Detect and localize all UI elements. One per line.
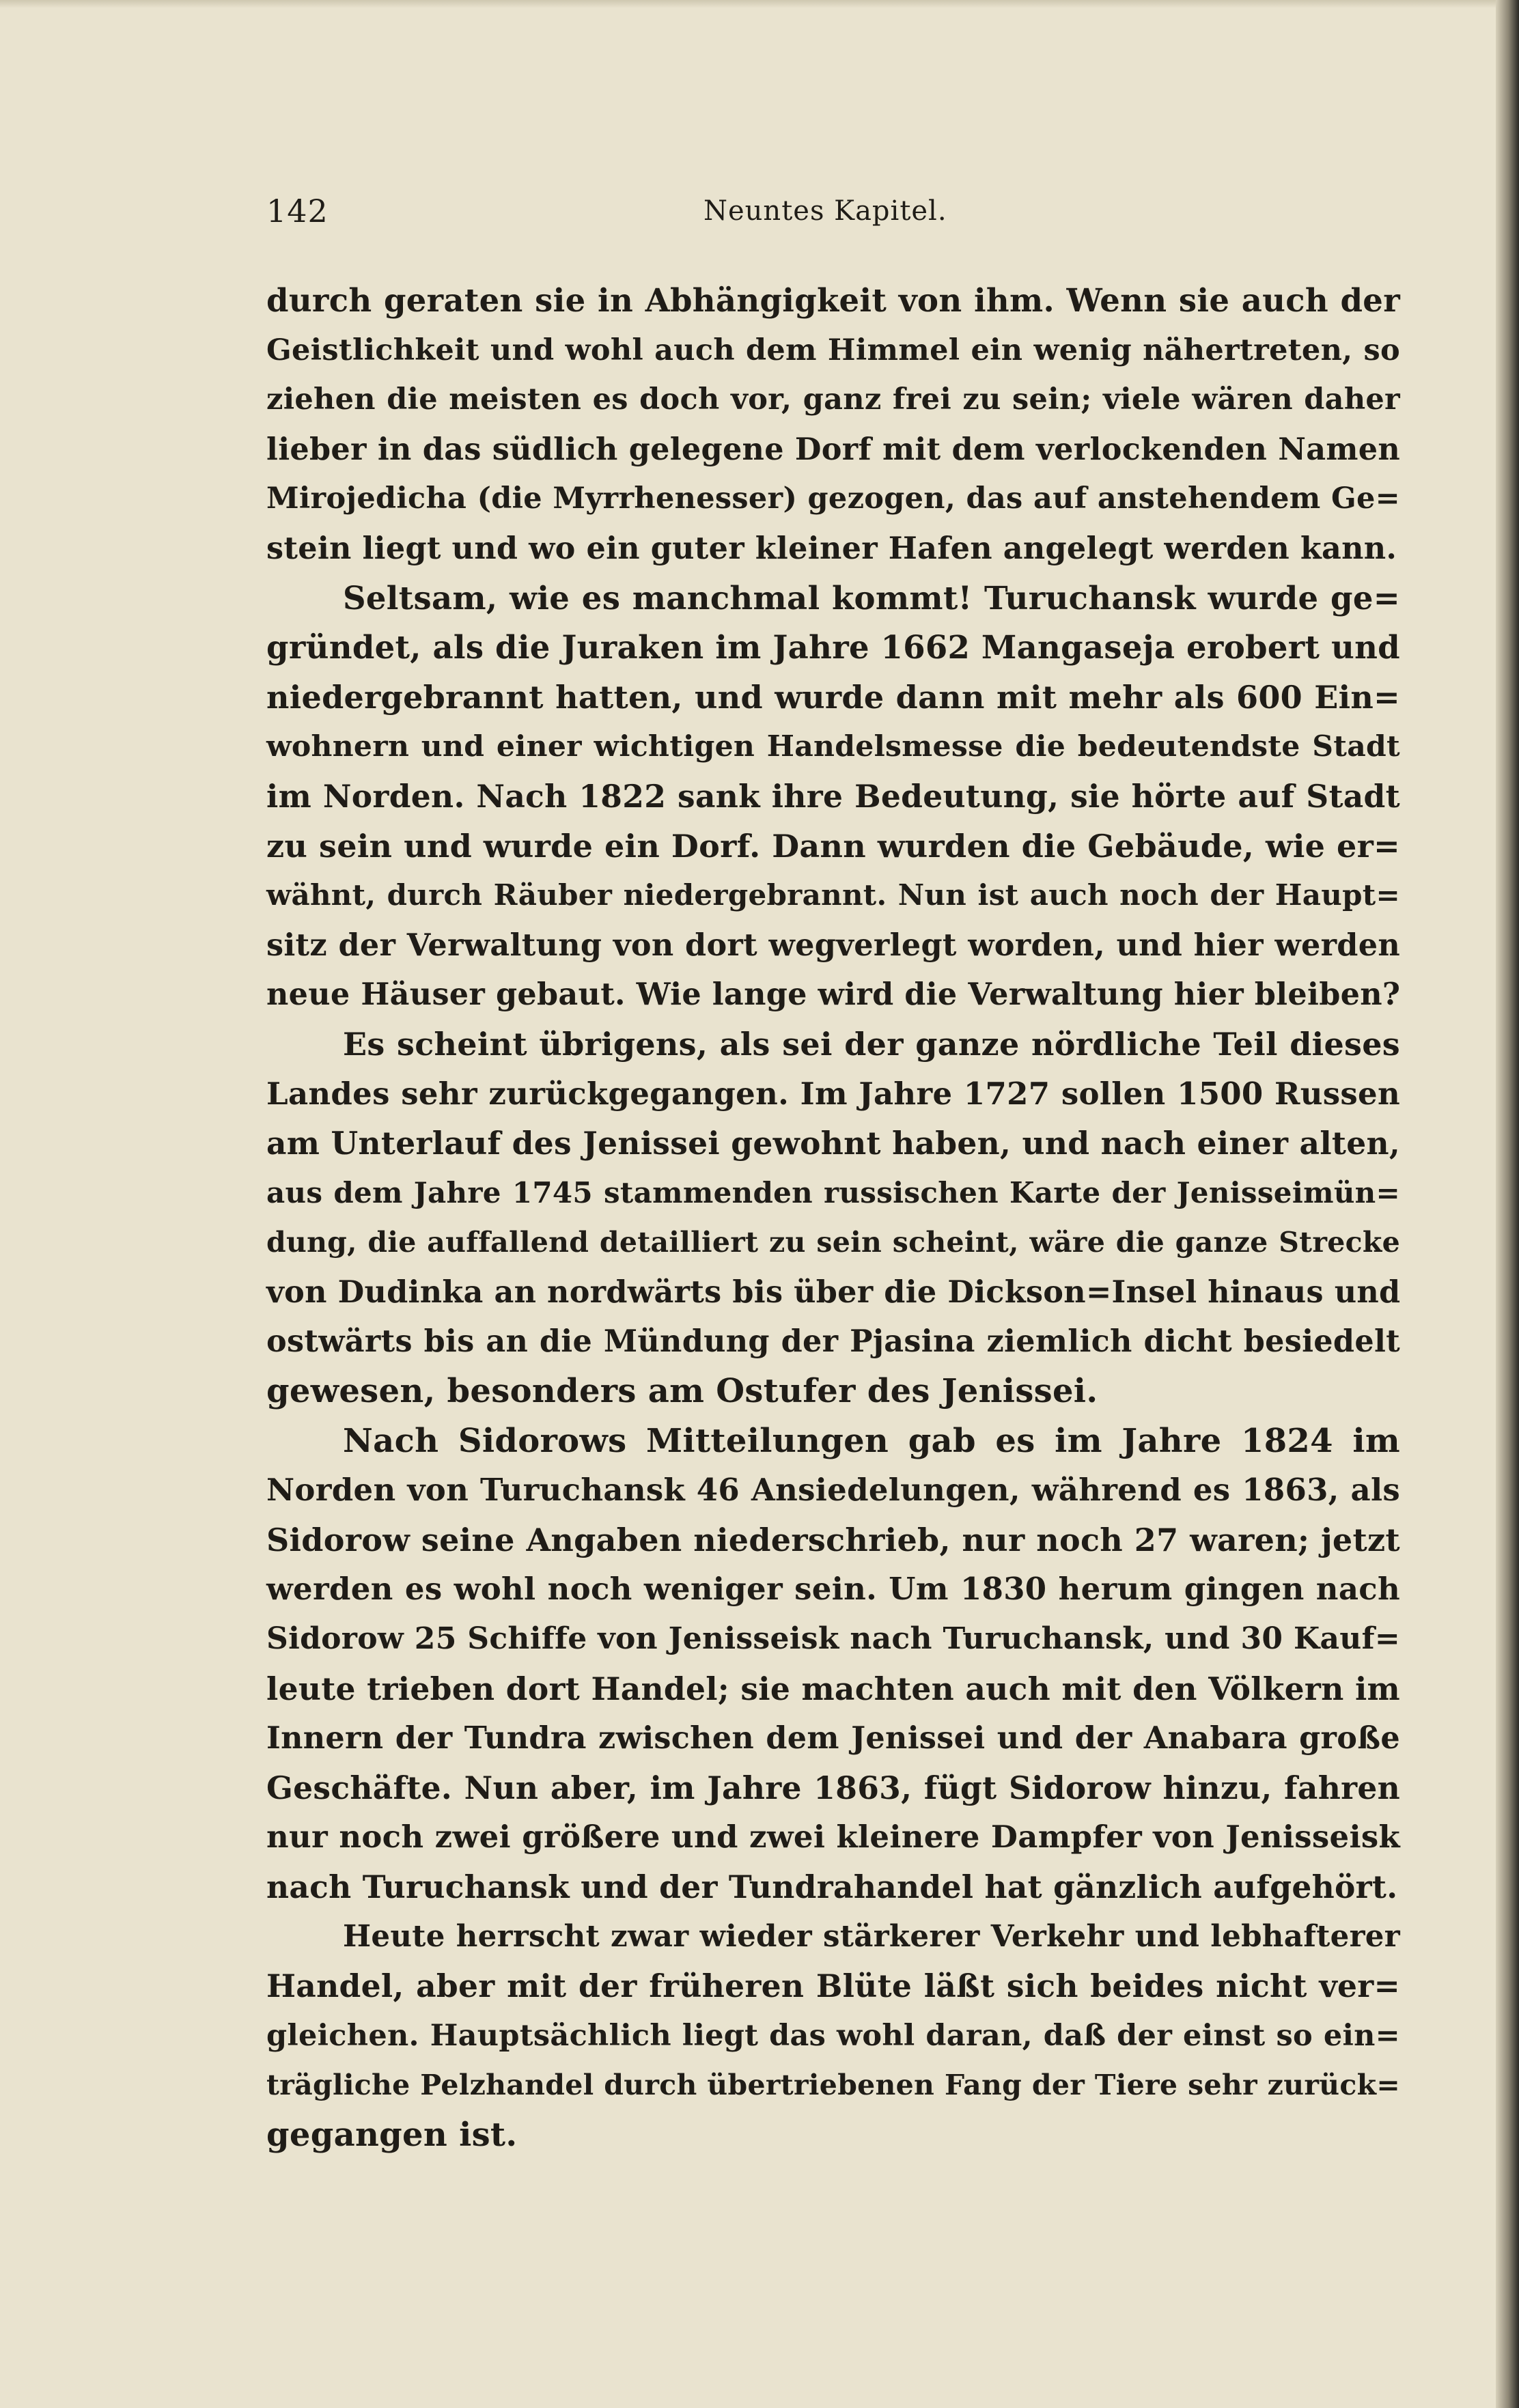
text-line: wohnern und einer wichtigen Handelsmesse die bedeutendste Stadt [266,729,1400,764]
text-line: gleichen. Hauptsächlich liegt das wohl daran, daß der einst so ein= [266,2018,1400,2053]
page-number: 142 [266,193,329,229]
text-line: Norden von Turuchansk 46 Ansiedelungen, während es 1863, als [266,1472,1400,1509]
text-line: am Unterlauf des Jenissei gewohnt haben, und nach einer alten, [266,1125,1400,1162]
text-line: werden es wohl noch weniger sein. Um 1830 herum gingen nach [266,1571,1400,1608]
text-line: Mirojedicha (die Myrrhenesser) gezogen, das auf anstehendem Ge= [266,481,1400,516]
text-line: ziehen die meisten es doch vor, ganz frei zu sein; viele wären daher [266,382,1400,417]
text-line: Seltsam, wie es manchmal kommt! Turuchansk wurde ge= [343,578,1400,617]
text-line: im Norden. Nach 1822 sank ihre Bedeutung, sie hörte auf Stadt [266,777,1400,815]
text-line: stein liegt und wo ein guter kleiner Hafen angelegt werden kann. [266,530,1397,566]
text-line: Handel, aber mit der früheren Blüte läßt sich beides nicht ver= [266,1968,1400,2005]
page-binding-shadow [1496,0,1519,2408]
text-line: Innern der Tundra zwischen dem Jenissei und der Anabara große [266,1720,1400,1756]
text-line: Sidorow 25 Schiffe von Jenisseisk nach Turuchansk, und 30 Kauf= [266,1621,1400,1657]
text-line: nach Turuchansk und der Tundrahandel hat gänzlich aufgehört. [266,1868,1398,1905]
text-line: von Dudinka an nordwärts bis über die Dickson=Insel hinaus und [266,1274,1401,1310]
text-line: aus dem Jahre 1745 stammenden russischen Karte der Jenisseimün= [266,1175,1400,1209]
running-head: Neuntes Kapitel. [703,195,947,227]
text-line: wähnt, durch Räuber niedergebrannt. Nun ist auch noch der Haupt= [266,878,1400,912]
text-line: Geschäfte. Nun aber, im Jahre 1863, fügt Sidorow hinzu, fahren [266,1769,1400,1806]
text-line: niedergebrannt hatten, und wurde dann mit mehr als 600 Ein= [266,678,1400,716]
text-line: gewesen, besonders am Ostufer des Jenissei. [266,1372,1098,1411]
text-line: Geistlichkeit und wohl auch dem Himmel ein wenig nähertreten, so [266,333,1400,367]
text-line: neue Häuser gebaut. Wie lange wird die Verwaltung hier bleiben? [266,977,1401,1013]
text-line: gegangen ist. [266,2115,518,2154]
text-line: leute trieben dort Handel; sie machten auch mit den Völkern im [266,1670,1400,1707]
text-line: trägliche Pelzhandel durch übertriebenen Fang der Tiere sehr zurück= [266,2069,1400,2102]
text-line: sitz der Verwaltung von dort wegverlegt worden, und hier werden [266,927,1400,963]
text-line: Heute herrscht zwar wieder stärkerer Verkehr und lebhafterer [343,1918,1400,1954]
text-line: Es scheint übrigens, als sei der ganze nördliche Teil dieses [343,1025,1400,1063]
text-line: dung, die auffallend detailliert zu sein scheint, wäre die ganze Strecke [266,1226,1400,1259]
text-line: lieber in das südlich gelegene Dorf mit dem verlockenden Namen [266,431,1400,467]
text-line: nur noch zwei größere und zwei kleinere Dampfer von Jenisseisk [266,1819,1400,1856]
text-line: Landes sehr zurückgegangen. Im Jahre 1727 sollen 1500 Russen [266,1075,1400,1112]
text-line: durch geraten sie in Abhängigkeit von ihm. Wenn sie auch der [266,281,1400,319]
body-text [266,276,1400,2160]
text-line: Sidorow seine Angaben niederschrieb, nur noch 27 waren; jetzt [266,1521,1400,1558]
text-line: Nach Sidorows Mitteilungen gab es im Jahre 1824 im [343,1421,1400,1460]
text-line: ostwärts bis an die Mündung der Pjasina ziemlich dicht besiedelt [266,1324,1400,1360]
text-line: gründet, als die Juraken im Jahre 1662 Mangaseja erobert und [266,628,1400,667]
page-top-edge [0,0,1519,8]
text-line: zu sein und wurde ein Dorf. Dann wurden die Gebäude, wie er= [266,827,1400,865]
page-header [266,193,1400,234]
